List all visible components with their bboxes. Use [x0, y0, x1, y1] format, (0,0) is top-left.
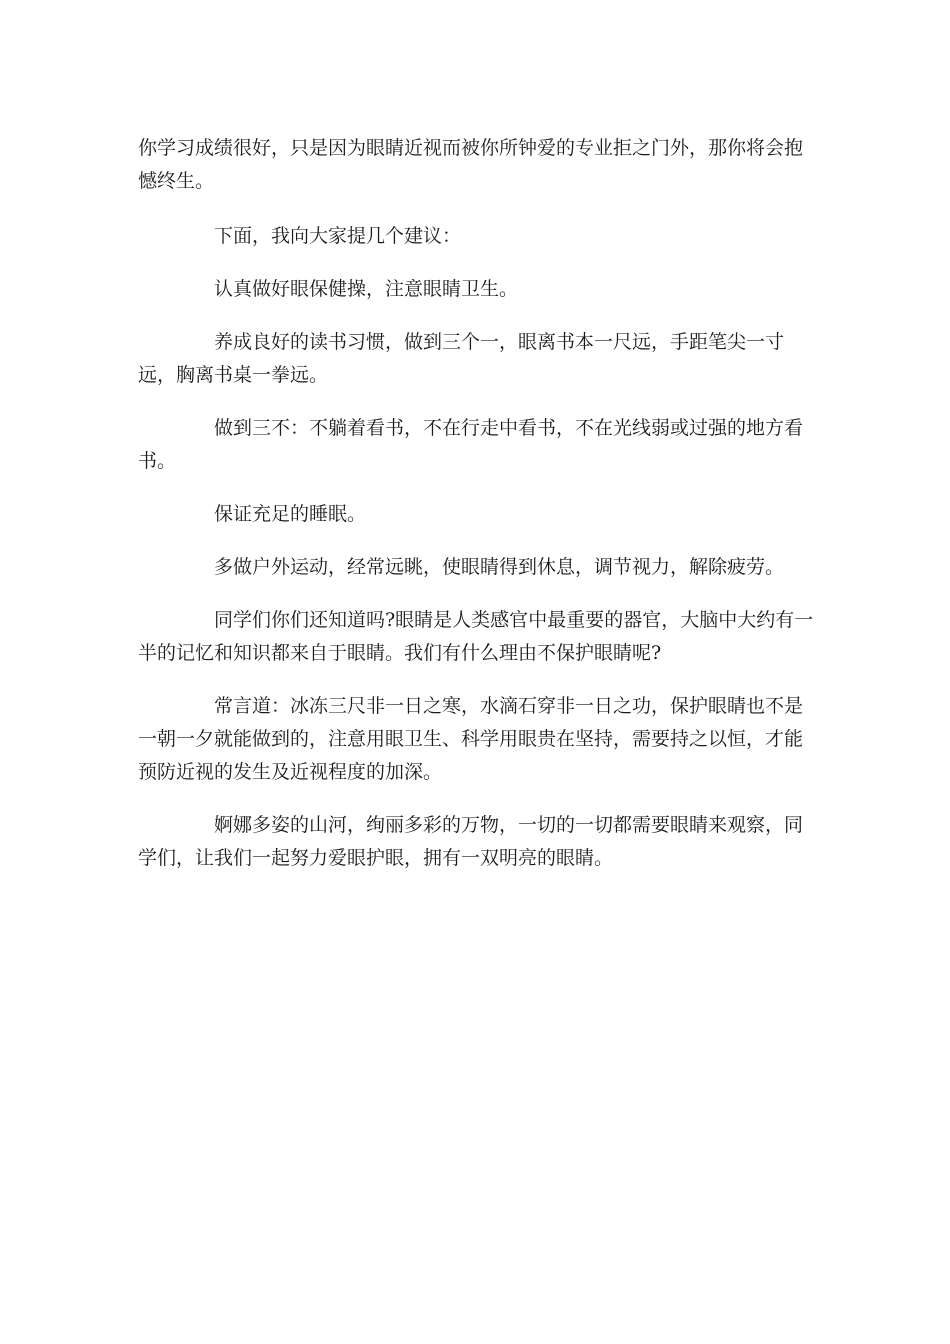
paragraph-suggestion-reading-habits: 养成良好的读书习惯，做到三个一，眼离书本一尺远，手距笔尖一寸远，胸离书桌一拳远。 — [138, 331, 785, 386]
paragraph-suggestion-three-nots: 做到三不：不躺着看书，不在行走中看书，不在光线弱或过强的地方看书。 — [138, 417, 804, 472]
paragraph-suggestions-intro: 下面，我向大家提几个建议： — [214, 225, 462, 247]
document-body — [138, 132, 818, 895]
paragraph-suggestion-outdoor: 多做户外运动，经常远眺，使眼睛得到休息，调节视力，解除疲劳。 — [214, 556, 785, 578]
paragraph-eye-importance: 同学们你们还知道吗?眼睛是人类感官中最重要的器官，大脑中大约有一半的记忆和知识都来自于眼睛。我们有什么理由不保护眼睛呢? — [138, 609, 814, 664]
paragraph-suggestion-eye-exercise: 认真做好眼保健操，注意眼睛卫生。 — [214, 278, 519, 300]
paragraph-proverb: 常言道：冰冻三尺非一日之寒，水滴石穿非一日之功，保护眼睛也不是一朝一夕就能做到的，注意用眼卫生、科学用眼贵在坚持，需要持之以恒，才能预防近视的发生及近视程度的加深。 — [138, 695, 804, 783]
paragraph-continuation: 你学习成绩很好，只是因为眼睛近视而被你所钟爱的专业拒之门外，那你将会抱憾终生。 — [138, 137, 804, 192]
paragraph-conclusion: 婀娜多姿的山河，绚丽多彩的万物，一切的一切都需要眼睛来观察，同学们，让我们一起努力爱眼护眼，拥有一双明亮的眼睛。 — [138, 814, 804, 869]
paragraph-suggestion-sleep: 保证充足的睡眠。 — [214, 503, 367, 525]
